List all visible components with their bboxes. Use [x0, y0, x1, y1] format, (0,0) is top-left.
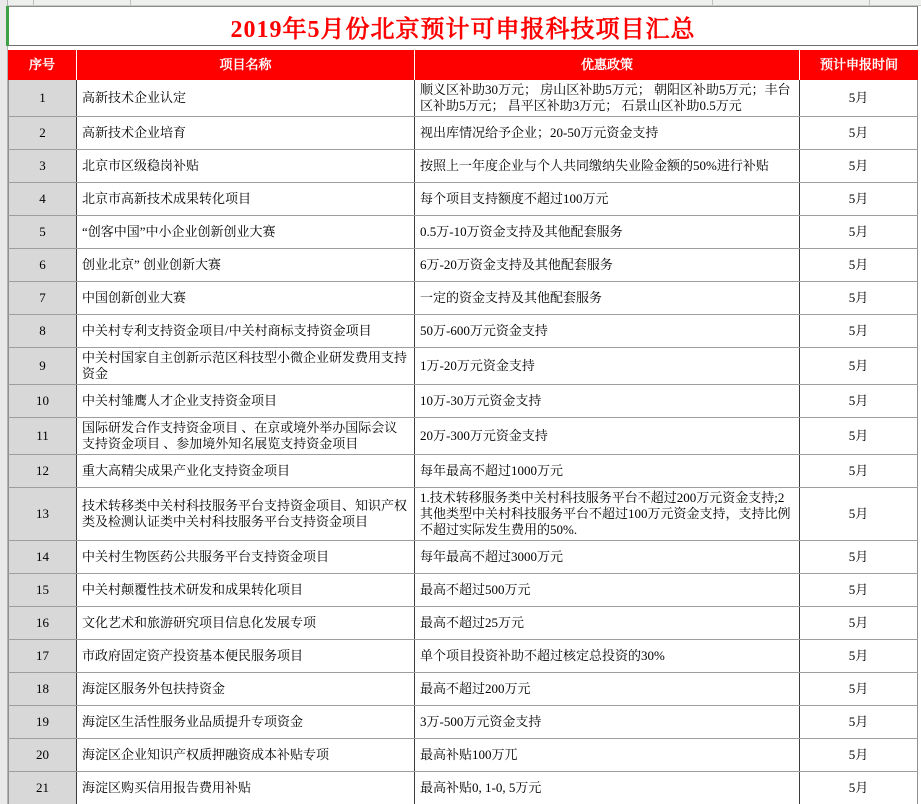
row-name-cell[interactable]: 海淀区服务外包扶持资金: [77, 673, 415, 705]
row-seq-cell[interactable]: 9: [8, 348, 77, 384]
row-seq-cell[interactable]: 21: [8, 772, 77, 804]
gridline: [33, 0, 34, 5]
table-row: [8, 150, 918, 183]
row-policy-cell[interactable]: 每年最高不超过3000万元: [415, 541, 800, 573]
table-row: [8, 607, 918, 640]
row-policy-cell[interactable]: 视出库情况给予企业；20-50万元资金支持: [415, 117, 800, 149]
row-name-cell[interactable]: 海淀区购买信用报告费用补贴: [77, 772, 415, 804]
row-time-cell[interactable]: 5月: [800, 418, 918, 454]
table-row: [8, 488, 918, 541]
table-row: [8, 455, 918, 488]
row-seq-cell[interactable]: 19: [8, 706, 77, 738]
row-policy-cell[interactable]: 0.5万-10万资金支持及其他配套服务: [415, 216, 800, 248]
left-gutter-strip: [0, 0, 8, 804]
row-time-cell[interactable]: 5月: [800, 315, 918, 347]
row-name-cell[interactable]: 中关村生物医药公共服务平台支持资金项目: [77, 541, 415, 573]
row-time-cell[interactable]: 5月: [800, 574, 918, 606]
row-seq-cell[interactable]: 15: [8, 574, 77, 606]
row-policy-cell[interactable]: 1万-20万元资金支持: [415, 348, 800, 384]
table-row: [8, 249, 918, 282]
row-time-cell[interactable]: 5月: [800, 772, 918, 804]
row-seq-cell[interactable]: 2: [8, 117, 77, 149]
row-name-cell[interactable]: “创客中国”中小企业创新创业大赛: [77, 216, 415, 248]
projects-table: [8, 50, 918, 804]
row-time-cell[interactable]: 5月: [800, 673, 918, 705]
table-body: [8, 80, 918, 804]
row-policy-cell[interactable]: 单个项目投资补助不超过核定总投资的30%: [415, 640, 800, 672]
table-row: [8, 574, 918, 607]
row-policy-cell[interactable]: 一定的资金支持及其他配套服务: [415, 282, 800, 314]
row-name-cell[interactable]: 中关村专利支持资金项目/中关村商标支持资金项目: [77, 315, 415, 347]
table-row: [8, 348, 918, 385]
table-row: [8, 772, 918, 804]
row-time-cell[interactable]: 5月: [800, 216, 918, 248]
row-seq-cell[interactable]: 1: [8, 80, 77, 116]
row-name-cell[interactable]: 市政府固定资产投资基本便民服务项目: [77, 640, 415, 672]
row-policy-cell[interactable]: 每个项目支持额度不超过100万元: [415, 183, 800, 215]
table-row: [8, 418, 918, 455]
row-policy-cell[interactable]: 每年最高不超过1000万元: [415, 455, 800, 487]
row-policy-cell[interactable]: 3万-500万元资金支持: [415, 706, 800, 738]
table-row: [8, 541, 918, 574]
table-row: [8, 640, 918, 673]
row-time-cell[interactable]: 5月: [800, 348, 918, 384]
table-row: [8, 706, 918, 739]
row-time-cell[interactable]: 5月: [800, 249, 918, 281]
table-row: [8, 315, 918, 348]
table-row: [8, 739, 918, 772]
row-name-cell[interactable]: 技术转移类中关村科技服务平台支持资金项目、知识产权类及检测认证类中关村科技服务平台支持资金项目: [77, 488, 415, 540]
row-name-cell[interactable]: 高新技术企业认定: [77, 80, 415, 116]
row-policy-cell[interactable]: 50万-600万元资金支持: [415, 315, 800, 347]
table-row: [8, 282, 918, 315]
header-name[interactable]: 项目名称: [77, 50, 415, 80]
table-row: [8, 80, 918, 117]
row-policy-cell[interactable]: 最高不超过25万元: [415, 607, 800, 639]
table-row: [8, 673, 918, 706]
row-seq-cell[interactable]: 4: [8, 183, 77, 215]
row-time-cell[interactable]: 5月: [800, 706, 918, 738]
row-policy-cell[interactable]: 6万-20万资金支持及其他配套服务: [415, 249, 800, 281]
row-seq-cell[interactable]: 7: [8, 282, 77, 314]
row-name-cell[interactable]: 中关村雏鹰人才企业支持资金项目: [77, 385, 415, 417]
row-policy-cell[interactable]: 最高不超过500万元: [415, 574, 800, 606]
row-name-cell[interactable]: 创业北京” 创业创新大赛: [77, 249, 415, 281]
row-name-cell[interactable]: 海淀区生活性服务业品质提升专项资金: [77, 706, 415, 738]
row-policy-cell[interactable]: 1.技术转移服务类中关村科技服务平台不超过200万元资金支持;2其他类型中关村科技服务平台不超过100万元资金支持，支持比例不超过实际发生费用的50%.: [415, 488, 800, 540]
row-name-cell[interactable]: 中国创新创业大赛: [77, 282, 415, 314]
row-time-cell[interactable]: 5月: [800, 541, 918, 573]
row-seq-cell[interactable]: 13: [8, 488, 77, 540]
row-name-cell[interactable]: 重大高精尖成果产业化支持资金项目: [77, 455, 415, 487]
row-policy-cell[interactable]: 顺义区补助30万元； 房山区补助5万元； 朝阳区补助5万元；丰台区补助5万元； 昌平区补助3万元； 石景山区补助0.5万元: [415, 80, 800, 116]
row-policy-cell[interactable]: 10万-30万元资金支持: [415, 385, 800, 417]
row-seq-cell[interactable]: 20: [8, 739, 77, 771]
row-name-cell[interactable]: 国际研发合作支持资金项目 、在京或境外举办国际会议支持资金项目 、参加境外知名展览支持资金项目: [77, 418, 415, 454]
row-seq-cell[interactable]: 17: [8, 640, 77, 672]
table-header-row: [8, 50, 918, 80]
table-row: [8, 183, 918, 216]
header-seq[interactable]: 序号: [8, 50, 77, 80]
header-policy[interactable]: 优惠政策: [415, 50, 800, 80]
table-title-cell[interactable]: [8, 6, 918, 46]
table-row: [8, 216, 918, 249]
row-name-cell[interactable]: 海淀区企业知识产权质押融资成本补贴专项: [77, 739, 415, 771]
row-seq-cell[interactable]: 6: [8, 249, 77, 281]
row-seq-cell[interactable]: 10: [8, 385, 77, 417]
row-policy-cell[interactable]: 最高不超过200万元: [415, 673, 800, 705]
row-seq-cell[interactable]: 16: [8, 607, 77, 639]
selection-green-bar: [6, 6, 9, 46]
row-name-cell[interactable]: 高新技术企业培育: [77, 117, 415, 149]
table-row: [8, 385, 918, 418]
row-time-cell[interactable]: 5月: [800, 282, 918, 314]
row-seq-cell[interactable]: 12: [8, 455, 77, 487]
row-name-cell[interactable]: 中关村颠覆性技术研发和成果转化项目: [77, 574, 415, 606]
row-time-cell[interactable]: 5月: [800, 117, 918, 149]
row-seq-cell[interactable]: 5: [8, 216, 77, 248]
row-time-cell[interactable]: 5月: [800, 640, 918, 672]
gridline: [130, 0, 131, 5]
row-time-cell[interactable]: 5月: [800, 739, 918, 771]
table-row: [8, 117, 918, 150]
row-name-cell[interactable]: 北京市区级稳岗补贴: [77, 150, 415, 182]
gridline: [869, 0, 870, 5]
row-time-cell[interactable]: 5月: [800, 385, 918, 417]
row-name-cell[interactable]: 北京市高新技术成果转化项目: [77, 183, 415, 215]
row-time-cell[interactable]: 5月: [800, 488, 918, 540]
row-policy-cell[interactable]: 20万-300万元资金支持: [415, 418, 800, 454]
row-name-cell[interactable]: 中关村国家自主创新示范区科技型小微企业研发费用支持资金: [77, 348, 415, 384]
row-seq-cell[interactable]: 8: [8, 315, 77, 347]
row-seq-cell[interactable]: 11: [8, 418, 77, 454]
row-seq-cell[interactable]: 18: [8, 673, 77, 705]
page-title: 2019年5月份北京预计可申报科技项目汇总: [230, 16, 696, 43]
gridline: [712, 0, 713, 5]
row-seq-cell[interactable]: 3: [8, 150, 77, 182]
row-time-cell[interactable]: 5月: [800, 80, 918, 116]
row-time-cell[interactable]: 5月: [800, 455, 918, 487]
row-name-cell[interactable]: 文化艺术和旅游研究项目信息化发展专项: [77, 607, 415, 639]
header-time[interactable]: 预计申报时间: [800, 50, 918, 80]
row-policy-cell[interactable]: 按照上一年度企业与个人共同缴纳失业险金额的50%进行补贴: [415, 150, 800, 182]
row-time-cell[interactable]: 5月: [800, 607, 918, 639]
row-time-cell[interactable]: 5月: [800, 183, 918, 215]
row-time-cell[interactable]: 5月: [800, 150, 918, 182]
row-policy-cell[interactable]: 最高补贴100万兀: [415, 739, 800, 771]
row-policy-cell[interactable]: 最高补贴0, 1-0, 5万元: [415, 772, 800, 804]
row-seq-cell[interactable]: 14: [8, 541, 77, 573]
